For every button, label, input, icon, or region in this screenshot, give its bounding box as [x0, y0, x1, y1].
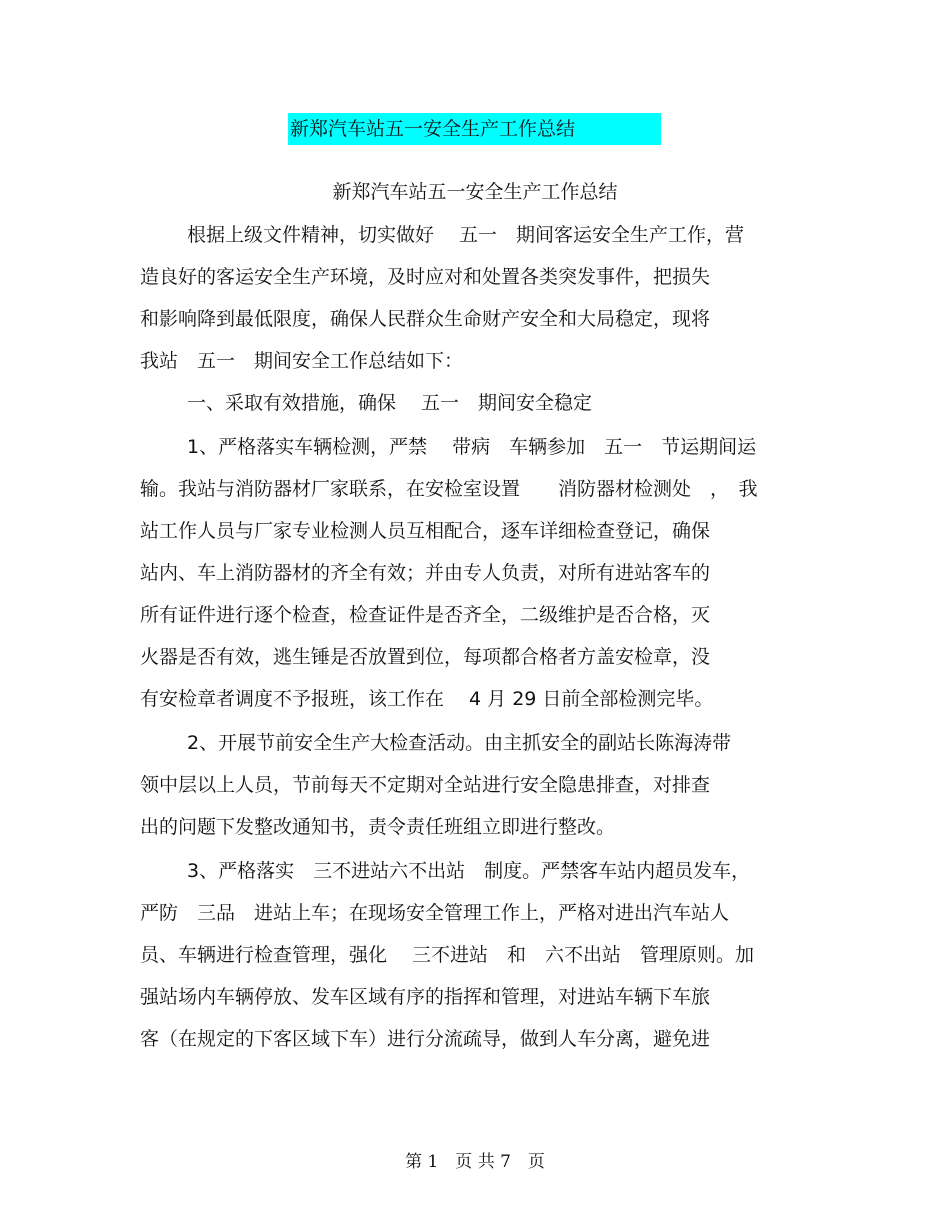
paragraph-line: 站工作人员与厂家专业检测人员互相配合，逐车详细检查登记，确保	[140, 520, 711, 542]
paragraph-line: 领中层以上人员，节前每天不定期对全站进行安全隐患排查，对排查	[140, 774, 711, 796]
paragraph-line: 和影响降到最低限度，确保人民群众生命财产安全和大局稳定，现将	[140, 308, 711, 330]
paragraph-line: 有安检章者调度不予报班，该工作在 4 月 29 日前全部检测完毕。	[140, 688, 714, 710]
paragraph-line: 我站 五一 期间安全工作总结如下：	[140, 350, 464, 372]
page-footer: 第 1 页 共 7 页	[405, 1152, 545, 1172]
paragraph-line: 客（在规定的下客区域下车）进行分流疏导，做到人车分离，避免进	[140, 1028, 711, 1050]
section-heading: 一、采取有效措施，确保 五一 期间安全稳定	[187, 392, 593, 414]
paragraph-line: 输。我站与消防器材厂家联系，在安检室设置 消防器材检测处 ， 我	[140, 478, 758, 500]
paragraph-line: 所有证件进行逐个检查，检查证件是否齐全，二级维护是否合格，灭	[140, 604, 711, 626]
paragraph-line: 根据上级文件精神，切实做好 五一 期间客运安全生产工作，营	[187, 224, 745, 246]
paragraph-line: 站内、车上消防器材的齐全有效；并由专人负责，对所有进站客车的	[140, 562, 711, 584]
paragraph-line: 严防 三品 进站上车；在现场安全管理工作上，严格对进出汽车站人	[140, 902, 730, 924]
document-subtitle: 新郑汽车站五一安全生产工作总结	[332, 181, 618, 203]
paragraph-line: 出的问题下发整改通知书，责令责任班组立即进行整改。	[140, 816, 616, 838]
document-title: 新郑汽车站五一安全生产工作总结	[290, 118, 576, 140]
paragraph-line: 1、严格落实车辆检测，严禁 带病 车辆参加 五一 节运期间运	[187, 436, 757, 458]
paragraph-line: 2、开展节前安全生产大检查活动。由主抓安全的副站长陈海涛带	[187, 732, 732, 754]
paragraph-line: 火器是否有效，逃生锤是否放置到位，每项都合格者方盖安检章，没	[140, 646, 711, 668]
paragraph-line: 员、车辆进行检查管理，强化 三不进站 和 六不出站 管理原则。加	[140, 944, 755, 966]
paragraph-line: 强站场内车辆停放、发车区域有序的指挥和管理，对进站车辆下车旅	[140, 986, 711, 1008]
paragraph-line: 3、严格落实 三不进站六不出站 制度。严禁客车站内超员发车，	[187, 860, 751, 882]
paragraph-line: 造良好的客运安全生产环境，及时应对和处置各类突发事件，把损失	[140, 266, 711, 288]
